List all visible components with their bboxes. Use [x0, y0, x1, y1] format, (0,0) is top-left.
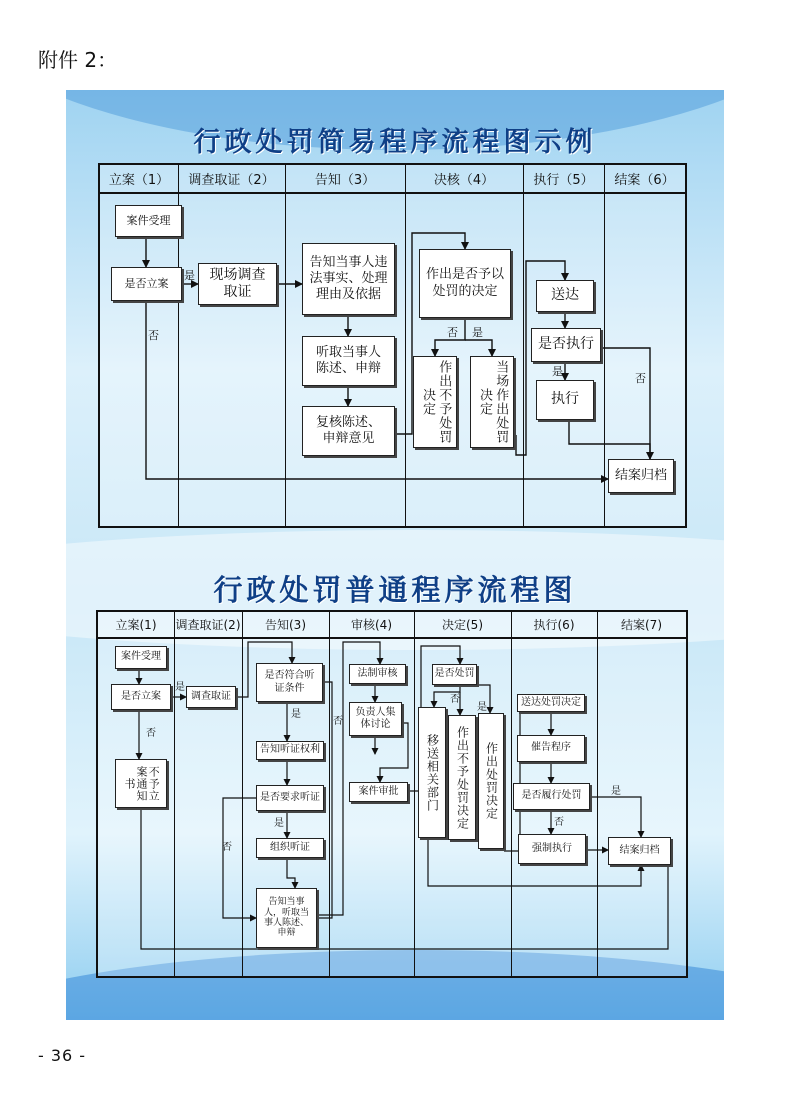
- simple-file-case: 是否立案: [111, 267, 182, 301]
- ordinary-collective-discussion: 负责人集体讨论: [349, 702, 402, 736]
- ordinary-header-3: 告知(3): [242, 612, 329, 639]
- yes-label: 是: [472, 326, 483, 339]
- simple-title: 行政处罚简易程序流程图示例: [193, 127, 597, 158]
- ordinary-enforce: 强制执行: [518, 834, 586, 864]
- ordinary-organize-hearing: 组织听证: [256, 838, 324, 858]
- yes-label: 是: [274, 818, 284, 829]
- simple-penalty-decision: 作出是否予以处罚的决定: [419, 249, 511, 318]
- ordinary-request-hearing: 是否要求听证: [256, 785, 324, 811]
- no-label: 否: [635, 372, 646, 385]
- ordinary-legal-review: 法制审核: [349, 664, 406, 684]
- ordinary-case-accept: 案件受理: [115, 646, 167, 669]
- ordinary-flowchart: [96, 610, 688, 978]
- simple-flowchart: [98, 163, 687, 528]
- arrow: [504, 704, 525, 851]
- ordinary-no-penalty-decision: 作出不予处罚决定: [448, 715, 476, 840]
- no-label: 否: [450, 694, 460, 705]
- simple-header-5: 执行（5）: [523, 165, 604, 194]
- no-label: 否: [222, 842, 232, 853]
- ordinary-header-1: 立案(1): [98, 612, 174, 639]
- ordinary-notify-hearing-right: 告知听证权利: [256, 741, 324, 760]
- simple-case-accept: 案件受理: [115, 205, 182, 237]
- page-number: - 36 -: [38, 1046, 87, 1065]
- ordinary-fulfilled: 是否履行处罚: [513, 783, 590, 810]
- simple-on-site-investigation: 现场调查取证: [198, 263, 277, 305]
- simple-header-3: 告知（3）: [285, 165, 405, 194]
- simple-deliver: 送达: [536, 280, 594, 312]
- ordinary-hearing-eligible: 是否符合听证条件: [256, 663, 323, 702]
- no-label: 否: [333, 716, 343, 727]
- ordinary-whether-penalty: 是否处罚: [432, 664, 477, 685]
- arrow: [601, 348, 650, 459]
- yes-label: 是: [611, 786, 621, 797]
- simple-header-1: 立案（1）: [100, 165, 178, 194]
- ordinary-file-case: 是否立案: [111, 684, 171, 710]
- attachment-label: 附件 2：: [38, 48, 118, 72]
- no-label: 否: [146, 728, 156, 739]
- ordinary-header-4: 审核(4): [329, 612, 414, 639]
- simple-notify-facts: 告知当事人违法事实、处理理由及依据: [302, 243, 395, 315]
- simple-header-6: 结案（6）: [604, 165, 685, 194]
- ordinary-notify-statement: 告知当事人，听取当事人陈述、申辩: [256, 888, 317, 948]
- ordinary-investigate: 调查取证: [186, 686, 236, 708]
- arrow: [141, 808, 671, 949]
- simple-is-executed: 是否执行: [531, 328, 601, 362]
- arrow: [569, 420, 650, 459]
- simple-review-statement: 复核陈述、申辩意见: [302, 406, 395, 456]
- ordinary-header-6: 执行(6): [511, 612, 597, 639]
- arrow: [223, 798, 256, 918]
- no-label: 否: [148, 329, 159, 342]
- ordinary-title: 行政处罚普通程序流程图: [213, 573, 577, 607]
- simple-header-2: 调查取证（2）: [178, 165, 285, 194]
- yes-label: 是: [552, 365, 563, 378]
- ordinary-urge-procedure: 催告程序: [517, 735, 585, 762]
- yes-label: 是: [291, 709, 301, 720]
- ordinary-penalty-decision: 作出处罚决定: [478, 713, 504, 849]
- ordinary-transfer-department: 移送相关部门: [418, 707, 446, 838]
- flowchart-poster: [66, 90, 724, 1020]
- ordinary-case-approval: 案件审批: [349, 782, 408, 802]
- simple-on-site-penalty: 当场作出处罚决定: [470, 356, 514, 448]
- no-label: 否: [554, 817, 564, 828]
- ordinary-deliver-decision: 送达处罚决定: [517, 694, 585, 712]
- arrow: [287, 858, 295, 888]
- ordinary-close-archive: 结案归档: [608, 837, 671, 865]
- simple-no-penalty-decision: 作出不予处罚决定: [413, 356, 457, 448]
- arrow: [465, 340, 492, 356]
- yes-label: 是: [184, 269, 195, 282]
- ordinary-not-filed-notice: 不予立案通知书: [115, 759, 167, 808]
- simple-hear-statement: 听取当事人陈述、申辩: [302, 336, 395, 386]
- simple-close-archive: 结案归档: [608, 459, 674, 493]
- arrow: [590, 797, 641, 837]
- ordinary-header-7: 结案(7): [597, 612, 686, 639]
- simple-header-4: 决核（4）: [405, 165, 523, 194]
- ordinary-header-2: 调查取证(2): [174, 612, 242, 639]
- yes-label: 是: [175, 682, 185, 693]
- ordinary-header-5: 决定(5): [414, 612, 511, 639]
- simple-execute: 执行: [536, 380, 594, 420]
- yes-label: 是: [477, 702, 487, 713]
- no-label: 否: [447, 326, 458, 339]
